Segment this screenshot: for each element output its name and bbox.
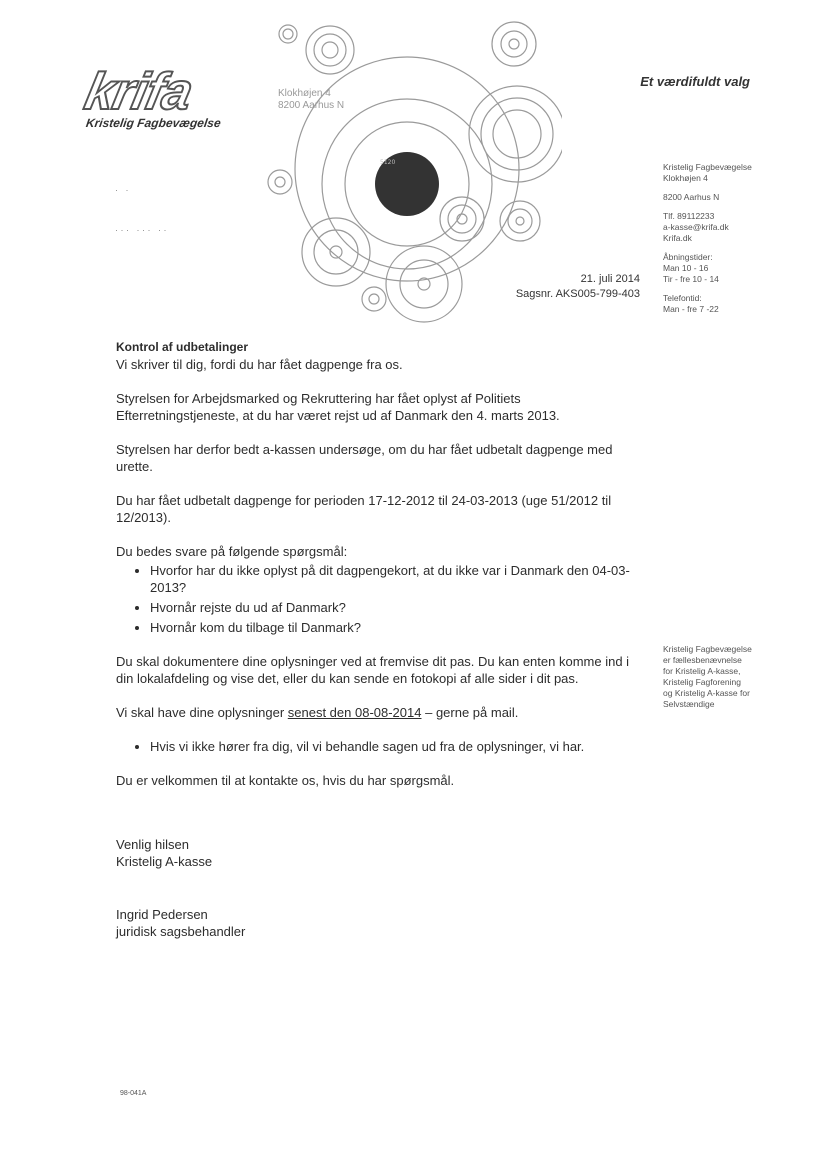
circle-label: 5120	[380, 159, 396, 166]
hours-line-1: Man 10 - 16	[663, 263, 709, 273]
footnote-line-2: er fællesbenævnelse	[663, 655, 742, 665]
paragraph-4: Du skal dokumentere dine oplysninger ved at fremvise dit pas. Du kan enten komme ind i din lokalafdeling og vise det, eller du kan sende en fotokopi af alle sider i dit pas.	[116, 654, 630, 686]
org-email: a-kasse@krifa.dk	[663, 222, 729, 232]
letter-date: 21. juli 2014	[580, 273, 640, 285]
letter-body	[116, 338, 646, 806]
paragraph-1: Styrelsen for Arbejdsmarked og Rekruttering har fået oplyst af Politiets Efterretningstjeneste, at du har været rejst ud af Danmark den 4. marts 2013.	[116, 391, 560, 423]
date-block	[470, 272, 640, 302]
phone-time-line: Man - fre 7 -22	[663, 304, 719, 314]
deadline-paragraph	[116, 704, 646, 721]
recipient-address: · · · · · · · · · ·	[115, 185, 167, 235]
letter-subject: Kontrol af udbetalinger	[116, 340, 248, 354]
deadline-date: senest den 08-08-2014	[287, 705, 422, 720]
questions-intro: Du bedes svare på følgende spørgsmål:	[116, 544, 348, 559]
return-city: 8200 Aarhus N	[278, 100, 345, 111]
paragraph-2: Styrelsen har derfor bedt a-kassen undersøge, om du har fået udbetalt dagpenge med urette.	[116, 442, 613, 474]
case-number: Sagsnr. AKS005-799-403	[515, 288, 640, 300]
greeting: Venlig hilsen	[116, 837, 189, 852]
closing-line: Du er velkommen til at kontakte os, hvis du har spørgsmål.	[116, 773, 455, 788]
org-phone: Tlf. 89112233	[663, 211, 715, 221]
sender-org: Kristelig A-kasse	[116, 854, 213, 869]
sidebar-footnote	[663, 644, 773, 710]
sender-title: juridisk sagsbehandler	[116, 924, 246, 939]
hours-line-2: Tir - fre 10 - 14	[663, 274, 719, 284]
logo-wordmark: krifa	[79, 63, 198, 121]
questions-list	[116, 562, 646, 636]
tagline: Et værdifuldt valg	[640, 74, 750, 89]
letter-intro: Vi skriver til dig, fordi du har fået dagpenge fra os.	[116, 357, 403, 372]
sidebar-contact	[663, 162, 773, 323]
warning-list	[116, 738, 646, 755]
deadline-pre: Vi skal have dine oplysninger	[116, 705, 288, 720]
paragraph-3: Du har fået udbetalt dagpenge for perioden 17-12-2012 til 24-03-2013 (uge 51/2012 til 12/2013).	[116, 493, 612, 525]
signature-greeting-block	[116, 836, 212, 870]
footnote-line-3: for Kristelig A-kasse,	[663, 666, 741, 676]
org-name: Kristelig Fagbevægelse	[663, 162, 752, 172]
deadline-post: – gerne på mail.	[421, 705, 519, 720]
phone-time-title: Telefontid:	[663, 293, 702, 303]
footnote-line-6: Selvstændige	[663, 699, 715, 709]
footnote-line-1: Kristelig Fagbevægelse	[663, 644, 752, 654]
signature-name-block	[116, 906, 245, 940]
krifa-logo	[79, 63, 246, 130]
warning-item: • Hvis vi ikke hører fra dig, vil vi behandle sagen ud fra de oplysninger, vi har.	[150, 738, 646, 755]
question-item: • Hvornår kom du tilbage til Danmark?	[150, 619, 646, 636]
logo-subtitle: Kristelig Fagbevægelse	[85, 116, 222, 130]
org-street: Klokhøjen 4	[663, 173, 708, 183]
footer-code: 98-041A	[120, 1090, 147, 1097]
question-item: • Hvorfor har du ikke oplyst på dit dagpengekort, at du ikke var i Danmark den 04-03-2013?	[150, 562, 646, 596]
footnote-line-5: og Kristelig A-kasse for	[663, 688, 750, 698]
return-address	[278, 88, 344, 112]
sender-name: Ingrid Pedersen	[116, 907, 208, 922]
question-item: • Hvornår rejste du ud af Danmark?	[150, 599, 646, 616]
org-web: Krifa.dk	[663, 233, 692, 243]
org-city: 8200 Aarhus N	[663, 192, 720, 202]
hours-title: Åbningstider:	[663, 252, 713, 262]
footnote-line-4: Kristelig Fagforening	[663, 677, 741, 687]
return-street: Klokhøjen 4	[278, 88, 331, 99]
